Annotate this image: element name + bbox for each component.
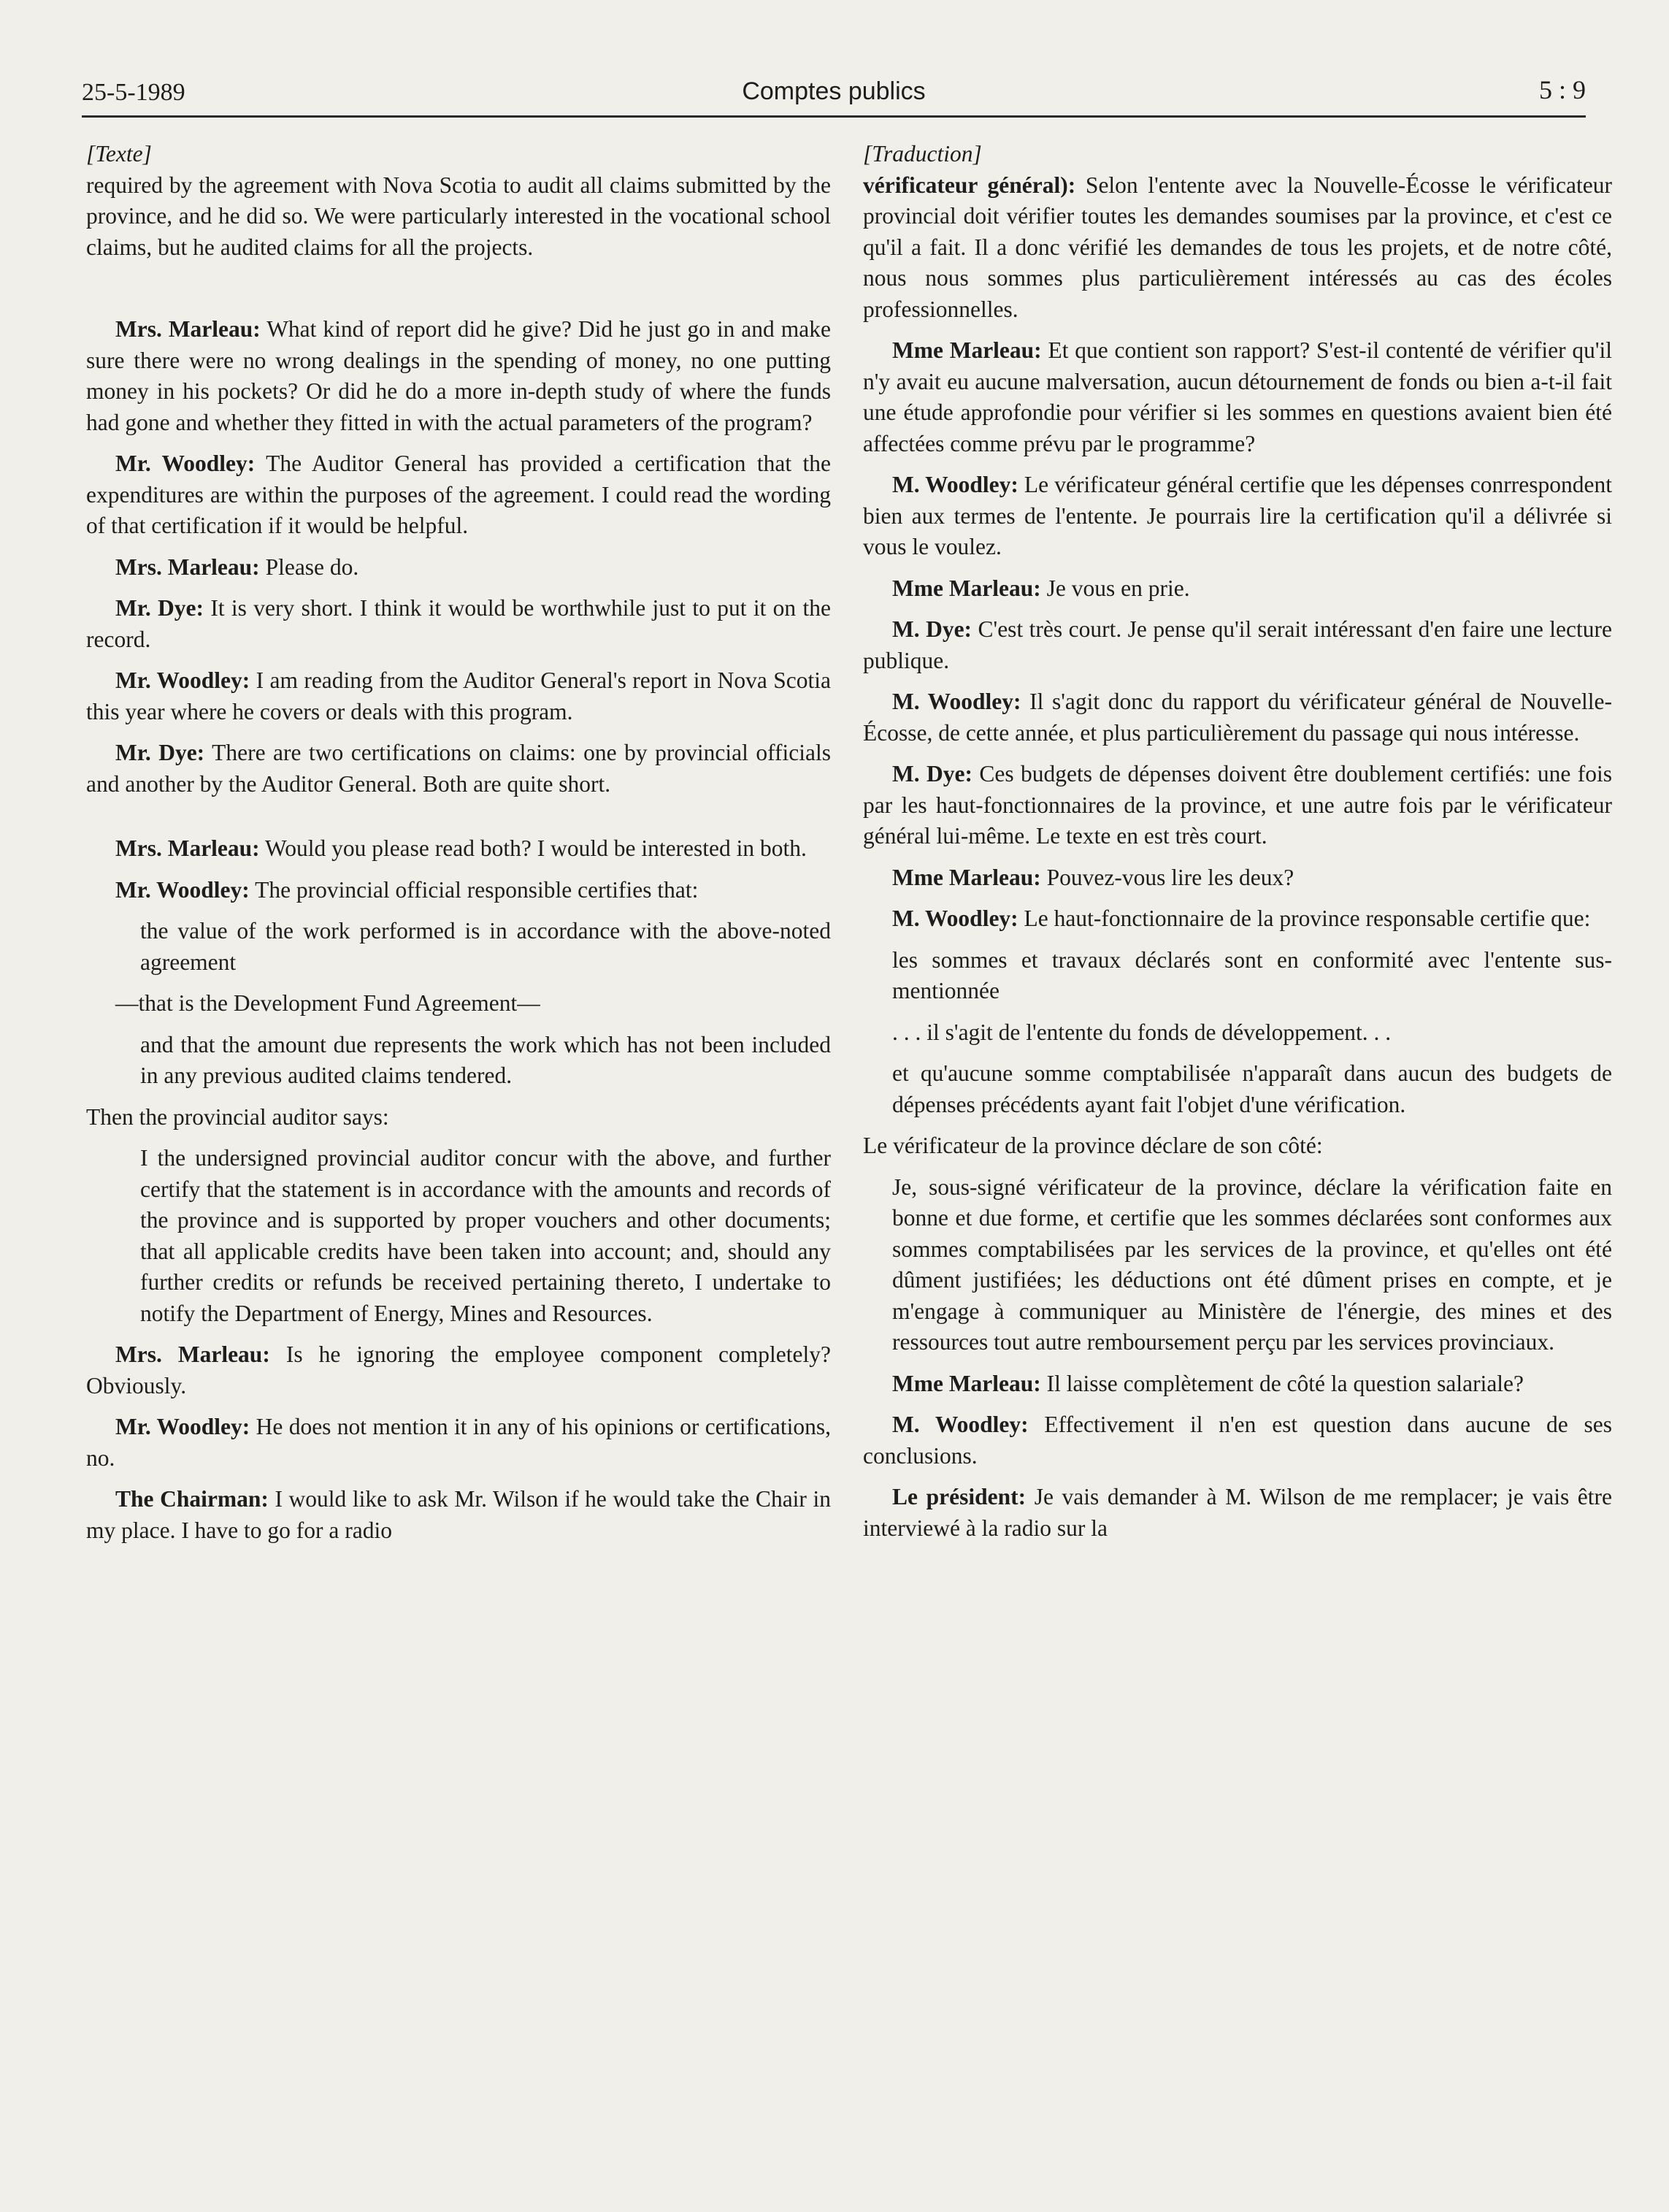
quotation: the value of the work performed is in accordance with the above-noted agreement [140,918,831,975]
quotation: I the undersigned provincial auditor concur with the above, and further certify that the statement is in accordance with the amounts and records of the province and is supported by proper vouchers and other documents; that all applicable credits have been taken into account; and, should any further credits or refunds be received pertaining thereto, I undertake to notify the Department of Energy, Mines and Resources. [140,1145,831,1326]
paragraph: Then the provincial auditor says: [86,1103,389,1130]
paragraph [863,614,1612,676]
speaker-name: M. Woodley: [892,1412,1029,1437]
paragraph [863,862,1612,894]
speaker-name: The Chairman: [115,1486,269,1512]
paragraph [86,738,831,800]
speech-text: Je vais demander à M. Wilson de me remplacer; je vais être interviewé à la radio sur la [863,1484,1613,1541]
paragraph [86,552,831,583]
speaker-name: Mr. Woodley: [115,451,256,476]
speech-text: Je vous en prie. [1040,575,1190,601]
speech-text: Ces budgets de dépenses doivent être doublement certifiés: une fois par les haut-fonctionnaires de la province, et une autre fois par le vérificateur général lui-même. Le texte en est très court. [863,761,1612,849]
speech-text: Would you please read both? I would be interested in both. [259,835,807,861]
header-title: Comptes publics [742,77,926,105]
speaker-name: Mr. Dye: [115,595,204,621]
speech-text: Pouvez-vous lire les deux? [1040,864,1294,890]
paragraph [86,1339,831,1401]
speaker-name: Mme Marleau: [892,1370,1041,1396]
speaker-name: Mrs. Marleau: [115,316,261,342]
paragraph [86,875,831,906]
quotation: —that is the Development Fund Agreement— [115,990,540,1016]
page-header [82,72,1586,118]
speaker-name: Mrs. Marleau: [115,835,260,861]
section-marker: [Texte] [86,141,152,167]
speaker-name: Mme Marleau: [892,864,1041,890]
paragraph [863,1369,1612,1400]
speaker-name: Mr. Woodley: [115,667,250,693]
speech-text: Et que contient son rapport? S'est-il contenté de vérifier qu'il n'y avait eu aucune malversation, aucun détournement de fonds ou bien a-t-il fait une étude approfondie pour vérifier si les sommes en questions avaient bien été affectées comme prévu par le programme? [863,337,1613,456]
speech-text: Il laisse complètement de côté la question salariale? [1040,1370,1524,1396]
quotation: and that the amount due represents the work which has not been included in any previous audited claims tendered. [140,1031,831,1088]
paragraph [863,170,1612,326]
paragraph [863,470,1612,563]
paragraph [86,593,831,655]
speaker-name: Le président: [892,1484,1027,1509]
header-date: 25-5-1989 [82,79,185,106]
speech-text: The provincial official responsible certifies that: [249,876,699,903]
speech-text: The Auditor General has provided a certification that the expenditures are within the purposes of the agreement. I could read the wording of that certification if it would be helpful. [86,451,831,538]
quotation: et qu'aucune somme comptabilisée n'apparaît dans aucun des budgets de dépenses précédents ayant fait l'objet d'une vérification. [892,1060,1612,1117]
speaker-name: M. Woodley: [892,689,1021,714]
paragraph [863,1482,1612,1544]
paragraph [86,665,831,727]
speech-text: Effectivement il n'en est question dans aucune de ses conclusions. [863,1412,1612,1469]
speaker-name: M. Woodley: [892,906,1018,931]
speech-text: Le vérificateur général certifie que les dépenses conrrespondent bien aux termes de l'entente. Je pourrais lire la certification qu'il a délivrée si vous le voulez. [863,472,1612,559]
speaker-name: Mr. Woodley: [115,876,250,903]
paragraph [86,1484,831,1546]
speaker-name: Mme Marleau: [892,337,1042,363]
quotation: Je, sous-signé vérificateur de la province, déclare la vérification faite en bonne et due forme, et certifie que les sommes déclarées sont conformes aux sommes comptabilisées par les services de la province, et qu'elles ont été dûment justifiées; les déductions ont été dûment prises en compte, et je m'engage à communiquer au Ministère de l'énergie, des mines et des ressources tout autre remboursement perçu par les services provinciaux. [892,1174,1612,1355]
paragraph: Le vérificateur de la province déclare de son côté: [863,1133,1323,1158]
speaker-name: M. Dye: [892,616,972,642]
speech-text: I am reading from the Auditor General's report in Nova Scotia this year where he covers or deals with this program. [86,667,831,724]
speaker-name: Mr. Dye: [115,740,205,765]
speech-text: C'est très court. Je pense qu'il serait intéressant d'en faire une lecture publique. [863,616,1612,673]
quotation: . . . il s'agit de l'entente du fonds de développement. . . [892,1019,1392,1045]
speaker-name: M. Dye: [892,761,972,787]
speaker-name: Mrs. Marleau: [115,1342,270,1367]
french-column [863,139,1612,1554]
speech-text: Selon l'entente avec la Nouvelle-Écosse le vérificateur provincial doit vérifier toutes les demandes soumises par la province, et c'est ce qu'il a fait. Il a donc vérifié les demandes de tous les projets, et de notre côté, nous nous sommes plus particulièrement intéressés au cas des écoles professionnelles. [863,172,1612,322]
speech-text: It is very short. I think it would be worthwhile just to put it on the record. [86,595,831,652]
paragraph [86,1412,831,1474]
paragraph [863,1409,1612,1472]
speech-text: Il s'agit donc du rapport du vérificateur général de Nouvelle-Écosse, de cette année, et plus particulièrement du passage qui nous intéresse. [863,689,1612,746]
speech-text: Please do. [259,554,359,580]
speech-text: I would like to ask Mr. Wilson if he would take the Chair in my place. I have to go for a radio [86,1486,832,1543]
speech-text: Le haut-fonctionnaire de la province responsable certifie que: [1018,906,1591,931]
header-page-number: 5 : 9 [1538,75,1586,104]
paragraph [863,759,1612,852]
paragraph [86,833,831,865]
paragraph [86,314,831,438]
english-column [86,139,831,1556]
speaker-name: vérificateur général): [863,172,1076,198]
paragraph [863,686,1612,749]
paragraph [863,335,1612,459]
speech-text: He does not mention it in any of his opinions or certifications, no. [86,1414,831,1471]
speaker-name: Mrs. Marleau: [115,554,260,580]
paragraph [86,448,831,542]
speaker-name: M. Woodley: [892,472,1018,497]
speaker-name: Mr. Woodley: [115,1414,250,1439]
speech-text: What kind of report did he give? Did he just go in and make sure there were no wrong dealings in the spending of money, no one putting money in his pockets? Or did he do a more in-depth study of where the funds had gone and whether they fitted in with the actual parameters of the program? [86,316,831,435]
paragraph [863,903,1612,935]
speaker-name: Mme Marleau: [892,575,1041,601]
paragraph [863,573,1612,605]
speech-text: There are two certifications on claims: one by provincial officials and another by the Auditor General. Both are quite short. [86,740,831,797]
paragraph: required by the agreement with Nova Scotia to audit all claims submitted by the province, and he did so. We were particularly interested in the vocational school claims, but he audited claims for all the projects. [86,172,831,260]
quotation: les sommes et travaux déclarés sont en conformité avec l'entente sus-mentionnée [892,946,1612,1003]
section-marker: [Traduction] [863,141,982,167]
speech-text: Is he ignoring the employee component completely? Obviously. [86,1342,831,1398]
